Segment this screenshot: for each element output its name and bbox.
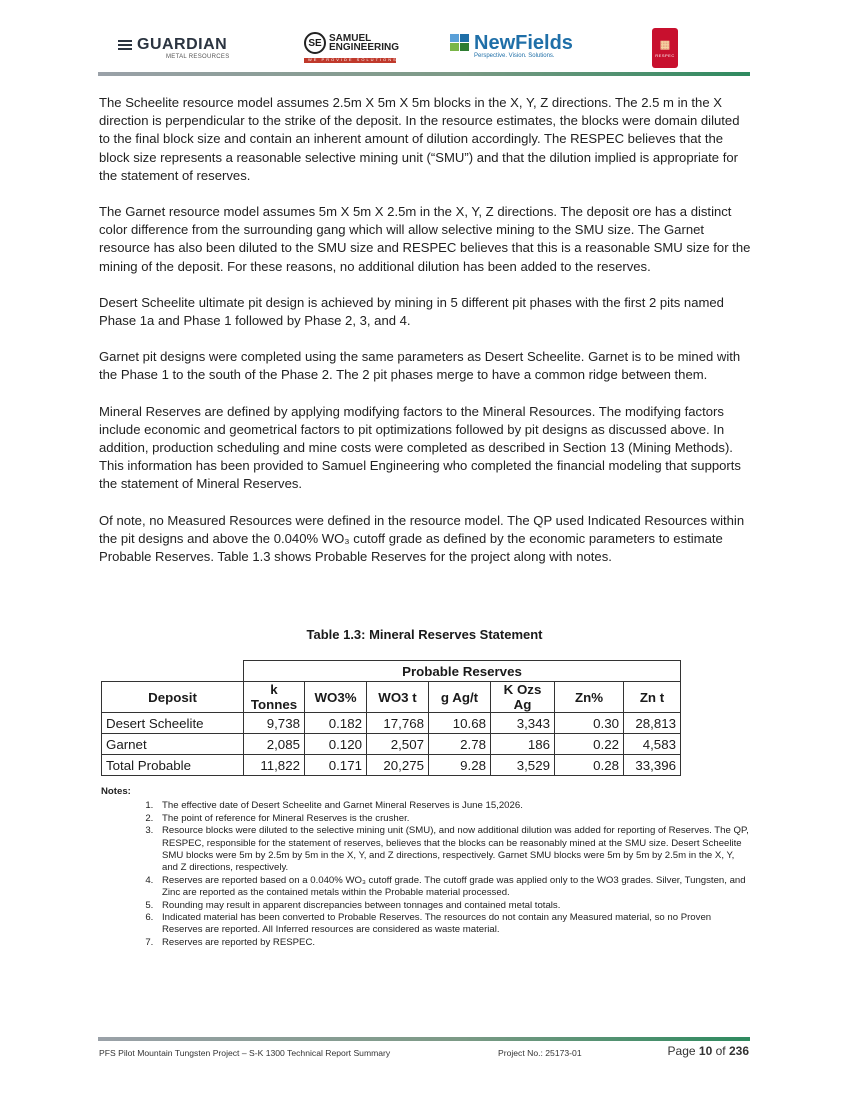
column-header: K Ozs Ag bbox=[491, 682, 555, 713]
table-cell: 2,507 bbox=[367, 734, 429, 755]
column-header: Zn t bbox=[624, 682, 681, 713]
page-number bbox=[668, 1044, 749, 1058]
paragraph: The Scheelite resource model assumes 2.5m X 5m X 5m blocks in the X, Y, Z directions. The 2.5 m in the X direction is perpendicular to the strike of the deposit. In the resource estimates, the blocks were domain diluted to the final block size and contain an inherent amount of dilution accordingly. The RESPEC believes that the block size represents a reasonable selective mining unit (“SMU”) and that the dilution implied is appropriate for the statement of reserves. bbox=[99, 95, 740, 183]
body-text bbox=[99, 94, 751, 584]
column-header: WO3 t bbox=[367, 682, 429, 713]
table-group-header-row bbox=[102, 661, 681, 682]
page-current: 10 bbox=[698, 1044, 713, 1058]
column-header: Deposit bbox=[102, 682, 244, 713]
page-word: Page bbox=[667, 1044, 696, 1058]
table-cell-deposit: Total Probable bbox=[102, 755, 244, 776]
column-header: g Ag/t bbox=[429, 682, 491, 713]
guardian-subtitle: METAL RESOURCES bbox=[166, 54, 230, 60]
table-row-total bbox=[102, 755, 681, 776]
respec-mark-icon: ▦ bbox=[659, 39, 671, 51]
respec-name: RESPEC bbox=[655, 53, 675, 58]
newfields-squares-icon bbox=[450, 34, 470, 52]
notes-section bbox=[101, 786, 751, 949]
table-cell: 11,822 bbox=[244, 755, 305, 776]
note-item: 5. Rounding may result in apparent discrepancies between tonnages and contained metal totals. bbox=[156, 900, 751, 912]
table-cell: 3,343 bbox=[491, 713, 555, 734]
table-row bbox=[102, 713, 681, 734]
samuel-name-line1: SAMUEL bbox=[329, 33, 372, 44]
paragraph: Garnet pit designs were completed using the same parameters as Desert Scheelite. Garnet is to be mined with the Phase 1 to the south of the Phase 2. The 2 pit phases merge to have a common ridge between them. bbox=[99, 349, 741, 383]
table-cell: 2,085 bbox=[244, 734, 305, 755]
table-cell: 20,275 bbox=[367, 755, 429, 776]
column-header: WO3% bbox=[305, 682, 367, 713]
table-cell: 0.22 bbox=[555, 734, 624, 755]
table-cell: 10.68 bbox=[429, 713, 491, 734]
footer-rule bbox=[98, 1037, 750, 1041]
respec-logo bbox=[652, 28, 678, 68]
page-total: 236 bbox=[728, 1044, 749, 1058]
footer-report-title: PFS Pilot Mountain Tungsten Project – S-K 1300 Technical Report Summary bbox=[99, 1048, 391, 1058]
note-item: 2. The point of reference for Mineral Reserves is the crusher. bbox=[156, 813, 751, 825]
notes-heading: Notes: bbox=[101, 786, 131, 797]
note-item: 7. Reserves are reported by RESPEC. bbox=[156, 937, 751, 949]
samuel-badge-icon: SE bbox=[304, 32, 326, 54]
mineral-reserves-table bbox=[101, 660, 681, 776]
samuel-tagline-bar bbox=[304, 58, 396, 63]
table-cell: 9.28 bbox=[429, 755, 491, 776]
note-item: 1. The effective date of Desert Scheelite and Garnet Mineral Reserves is June 15,2026. bbox=[156, 800, 751, 812]
newfields-logo bbox=[450, 32, 573, 59]
of-word: of bbox=[715, 1044, 726, 1058]
table-cell: 0.30 bbox=[555, 713, 624, 734]
table-title: Table 1.3: Mineral Reserves Statement bbox=[306, 627, 543, 642]
footer-project-number: Project No.: 25173-01 bbox=[498, 1048, 582, 1058]
table-cell: 0.28 bbox=[555, 755, 624, 776]
table-blank-cell bbox=[102, 661, 244, 682]
table-cell: 9,738 bbox=[244, 713, 305, 734]
table-cell: 33,396 bbox=[624, 755, 681, 776]
table-cell: 2.78 bbox=[429, 734, 491, 755]
table-cell: 28,813 bbox=[624, 713, 681, 734]
samuel-name bbox=[329, 34, 399, 52]
samuel-tagline: WE PROVIDE SOLUTIONS bbox=[308, 57, 398, 62]
table-cell: 0.120 bbox=[305, 734, 367, 755]
page-header bbox=[98, 28, 750, 72]
header-rule bbox=[98, 72, 750, 76]
table-row bbox=[102, 734, 681, 755]
paragraph: Mineral Reserves are defined by applying modifying factors to the Mineral Resources. The modifying factors include economic and geometrical factors to pit optimizations followed by pit designs as discussed above. In addition, production scheduling and mine costs were completed as described in Section 13 (Mining Methods). This information has been provided to Samuel Engineering who completed the financial modeling that supports the statement of Mineral Reserves. bbox=[99, 403, 741, 492]
samuel-name-line2: ENGINEERING bbox=[329, 42, 400, 53]
paragraph: Desert Scheelite ultimate pit design is achieved by mining in 5 different pit phases with the first 2 pits named Phase 1a and Phase 1 followed by Phase 2, 3, and 4. bbox=[99, 294, 724, 329]
newfields-name: NewFields bbox=[474, 32, 573, 54]
table-cell-deposit: Desert Scheelite bbox=[102, 713, 244, 734]
newfields-tagline: Perspective. Vision. Solutions. bbox=[474, 53, 555, 59]
samuel-engineering-logo bbox=[304, 32, 400, 62]
note-item: 6. Indicated material has been converted to Probable Reserves. The resources do not contain any Measured material, so no Proven Reserves are reported. All Inferred resources are considered as waste material. bbox=[156, 912, 751, 937]
guardian-mark-icon bbox=[118, 38, 132, 52]
table-cell: 4,583 bbox=[624, 734, 681, 755]
notes-list bbox=[101, 800, 751, 949]
table-cell: 0.171 bbox=[305, 755, 367, 776]
guardian-name: GUARDIAN bbox=[137, 36, 228, 53]
table-cell: 0.182 bbox=[305, 713, 367, 734]
column-header: k Tonnes bbox=[244, 682, 305, 713]
table-header-row bbox=[102, 682, 681, 713]
table-cell: 17,768 bbox=[367, 713, 429, 734]
column-header: Zn% bbox=[555, 682, 624, 713]
guardian-logo bbox=[118, 36, 230, 60]
paragraph: Of note, no Measured Resources were defined in the resource model. The QP used Indicated Resources within the pit designs and above the 0.040% WO₃ cutoff grade as defined by the economic parameters to estimate Probable Reserves. Table 1.3 shows Probable Reserves for the project along with notes. bbox=[99, 512, 745, 565]
group-header-probable-reserves: Probable Reserves bbox=[244, 661, 681, 682]
paragraph: The Garnet resource model assumes 5m X 5m X 2.5m in the X, Y, Z directions. The deposit ore has a distinct color difference from the surrounding gang which will allow selective mining to the SMU size. The Garnet resource has also been diluted to the SMU size and RESPEC believes that this is a reasonable SMU size for the mining of the deposit. For these reasons, no additional dilution has been added to the reserves. bbox=[99, 204, 751, 274]
page-footer bbox=[99, 1044, 749, 1062]
note-item: 3. Resource blocks were diluted to the selective mining unit (SMU), and now additional dilution was added for reporting of Reserves. The QP, RESPEC, responsible for the statement of reserves, believes that the blocks can be reasonably mined at the SMU size. Desert Scheelite SMU blocks were 5m by 2.5m by 5m in the X, Y, and Z directions, respectively. Garnet SMU blocks were 5m by 5m by 2.5m in the X, Y, and Z directions, respectively. bbox=[156, 825, 751, 875]
table-cell-deposit: Garnet bbox=[102, 734, 244, 755]
table-cell: 186 bbox=[491, 734, 555, 755]
note-item: 4. Reserves are reported based on a 0.040% WO₃ cutoff grade. The cutoff grade was applied only to the WO3 grades. Silver, Tungsten, and Zinc are reported as the contained metals within the Probable material processed. bbox=[156, 875, 751, 900]
table-cell: 3,529 bbox=[491, 755, 555, 776]
